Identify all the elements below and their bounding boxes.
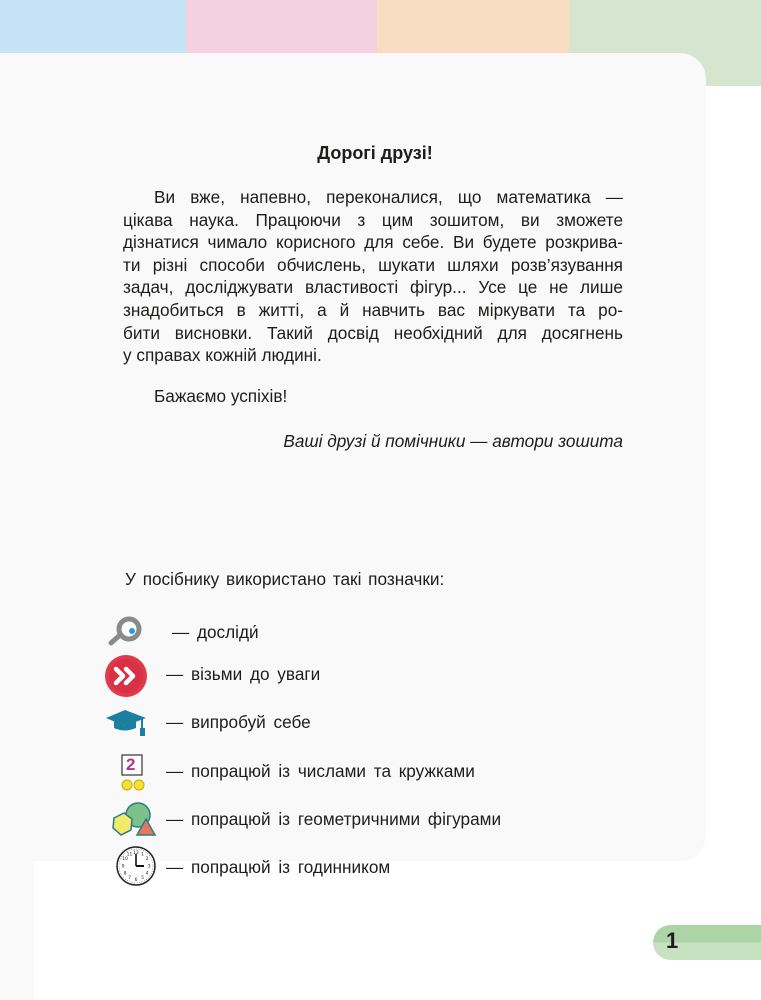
header-stripe-pink <box>186 0 377 53</box>
letter-paragraph <box>123 186 623 367</box>
paragraph-line: задач, досліджувати властивості фігур... Усе це не лише <box>123 277 623 298</box>
svg-text:10: 10 <box>122 857 128 862</box>
svg-text:9: 9 <box>121 864 125 870</box>
legend-item-numbers-counters <box>100 749 620 795</box>
legend-label: — досліди́ <box>172 622 259 642</box>
legend-item-test-yourself <box>100 700 620 746</box>
paragraph-line: бити висновки. Такий досвід необхідний для досягнень <box>123 322 623 343</box>
svg-text:6: 6 <box>134 878 138 883</box>
svg-text:12: 12 <box>133 851 139 856</box>
paragraph-line: Ви вже, напевно, переконалися, що математика — <box>154 187 623 207</box>
legend-item-geometry <box>100 797 620 843</box>
legend-item-attention <box>100 652 620 698</box>
paragraph-line: у справах кожній людині. <box>123 345 322 366</box>
paragraph-line: ти різні способи обчислень, шукати шляхи розв’язування <box>123 254 623 275</box>
legend-label: — попрацюй із числами та кружками <box>166 761 475 781</box>
paragraph-line: дізнатися чимало корисного для себе. Ви будете розкрива- <box>123 232 623 253</box>
double-chevron-icon <box>100 652 160 698</box>
legend-title: У посібнику використано такі позначки: <box>125 569 445 589</box>
header-stripe-blue <box>0 0 186 53</box>
svg-text:2: 2 <box>145 857 149 862</box>
svg-text:1: 1 <box>141 852 144 858</box>
svg-text:8: 8 <box>123 871 127 877</box>
magnifier-icon <box>100 610 160 656</box>
legend-label: — попрацюй із годинником <box>166 857 391 877</box>
svg-text:11: 11 <box>126 852 133 858</box>
page-number: 1 <box>666 928 679 953</box>
number-counters-icon <box>100 749 160 795</box>
legend-label: — попрацюй із геометричними фігурами <box>166 809 502 829</box>
letter-title: Дорогі друзі! <box>317 143 433 163</box>
svg-text:3: 3 <box>147 864 151 870</box>
graduation-cap-icon <box>100 700 160 746</box>
legend-item-clock <box>100 845 620 891</box>
counter-number: 2 <box>126 755 136 774</box>
svg-text:5: 5 <box>141 876 144 881</box>
signature: Ваші друзі й помічники — автори зошита <box>283 431 623 451</box>
clock-icon <box>100 845 160 891</box>
svg-text:4: 4 <box>145 871 149 877</box>
panel-left-strip <box>0 860 34 1000</box>
geometric-shapes-icon <box>100 797 160 843</box>
legend-label: — візьми до уваги <box>166 664 321 684</box>
legend-item-explore <box>100 610 620 656</box>
paragraph-line: цікава наука. Працюючи з цим зошитом, ви зможете <box>123 209 623 230</box>
paragraph-line: знадобиться в житті, а й навчить вас міркувати та ро- <box>123 299 623 320</box>
svg-text:7: 7 <box>128 876 131 881</box>
wish-text: Бажаємо успіхів! <box>154 386 288 406</box>
header-stripe-peach <box>377 0 569 53</box>
legend-label: — випробуй себе <box>166 712 311 732</box>
